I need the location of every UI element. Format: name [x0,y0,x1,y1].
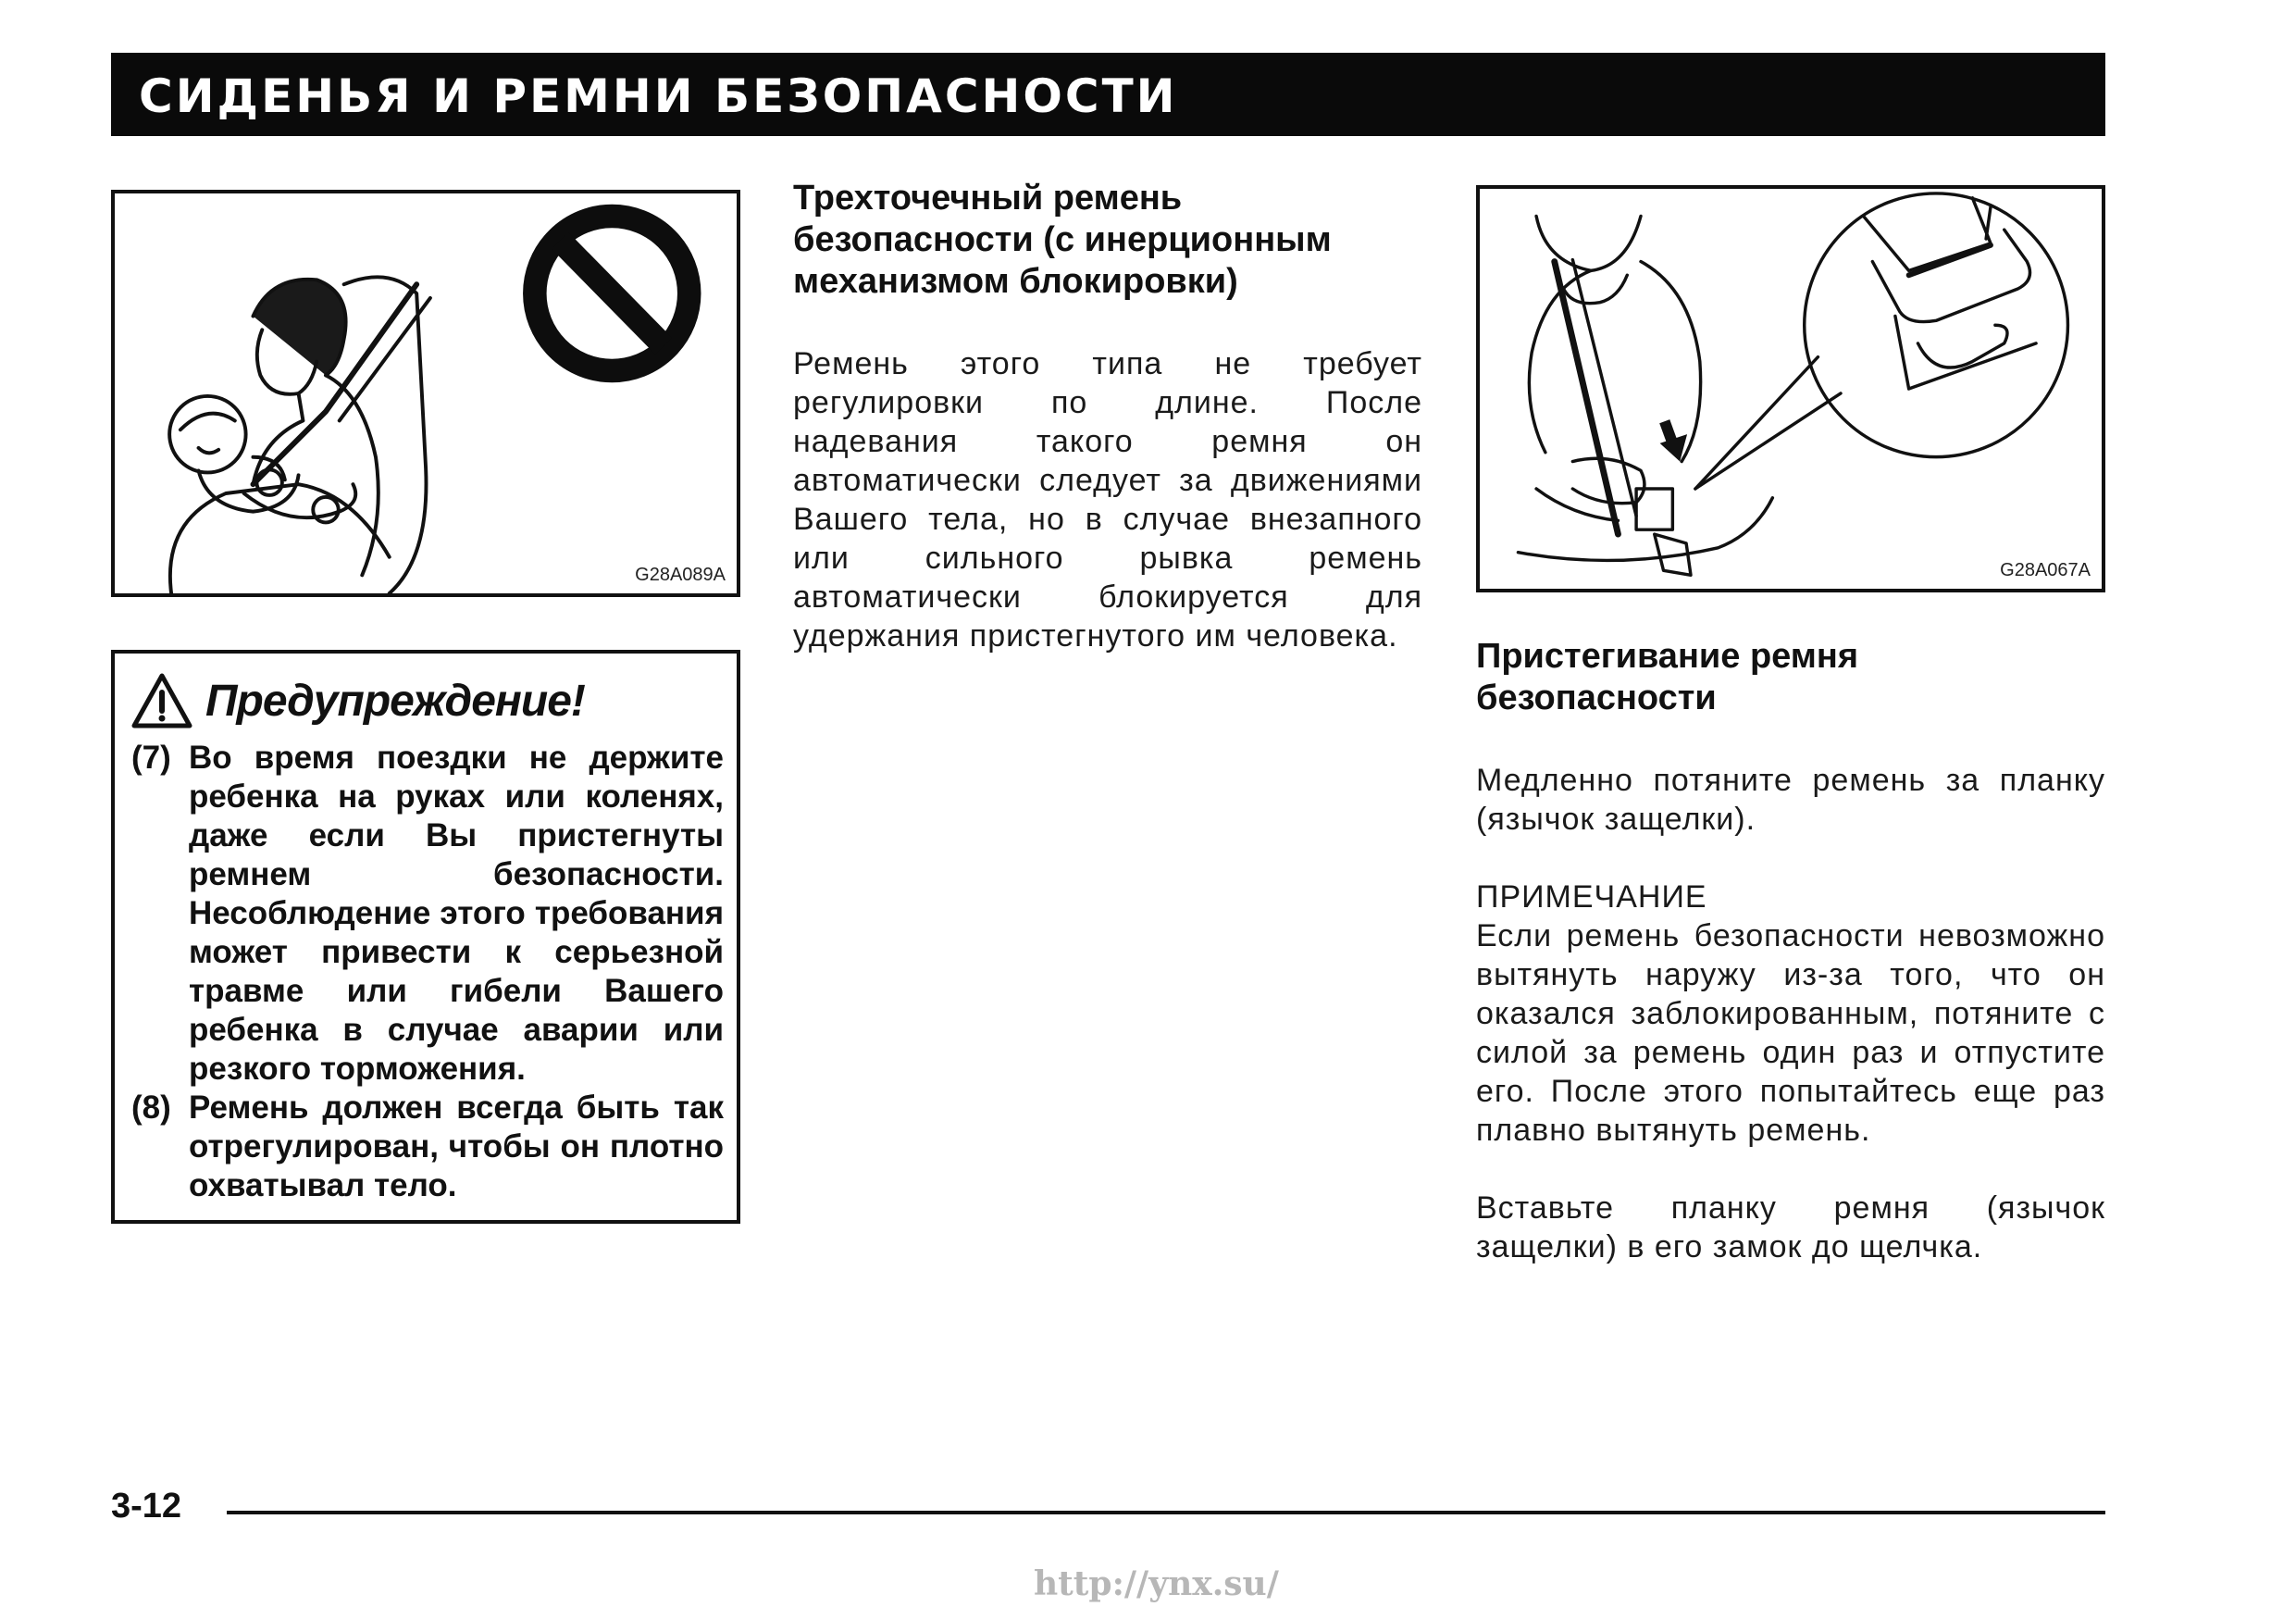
belt-fastening-heading: Пристегивание ремня безопасности [1476,637,1859,717]
illustration-belt-fastening [1476,185,2105,592]
down-arrow-icon [1659,419,1687,461]
warning-box [111,650,740,1224]
warning-item-7 [131,739,724,1089]
warning-title: Предупреждение! [205,676,585,726]
prohibition-icon [535,217,689,371]
warning-item-number: (7) [131,740,171,776]
three-point-belt-heading: Трехточечный ремень безопасности (с инерционным механизмом блокировки) [793,179,1332,301]
warning-item-text: Во время поездки не держите ребенка на руках или коленях, даже если Вы пристегнуты ремнем безопасности. Несоблюдение этого требования может привести к серьезной травме или гибели Вашего ребенка в случае аварии или резкого торможения. [189,740,724,1087]
three-point-belt-text: Ремень этого типа не требует регулировки по длине. После надевания такого ремня он автоматически следует за движениями Вашего тела, но в случае внезапного или сильного рывка ремень автоматически блокируется для удержания пристегнутого им человека. [793,346,1422,654]
page-number: 3-12 [111,1487,182,1526]
warning-heading [131,668,585,733]
watermark: http://ynx.su/ [1034,1564,1279,1603]
child-on-lap-drawing [115,193,737,593]
section-title: СИДЕНЬЯ И РЕМНИ БЕЗОПАСНОСТИ [139,69,1178,123]
warning-item-text: Ремень должен всегда быть так отрегулирован, чтобы он плотно охватывал тело. [189,1090,724,1203]
figure-code: G28A089A [635,565,726,585]
belt-fastening-drawing [1480,189,2102,589]
section-header-bar [111,53,2105,136]
footer-rule [227,1511,2105,1514]
note-label: ПРИМЕЧАНИЕ [1476,879,1707,915]
warning-item-number: (8) [131,1090,171,1126]
buckle-insert-text: Вставьте планку ремня (язычок защелки) в его замок до щелчка. [1476,1190,2105,1264]
figure-code: G28A067A [2000,560,2091,580]
belt-fastening-text: Медленно потяните ремень за планку (язычок защелки). [1476,763,2105,837]
illustration-child-on-lap [111,190,740,597]
warning-triangle-icon [131,672,192,729]
note-text: Если ремень безопасности невозможно вытянуть наружу из-за того, что он оказался заблокированным, потяните с силой за ремень один раз и отпустите его. После этого попытайтесь еще раз плавно вытянуть ремень. [1476,918,2105,1148]
warning-item-8 [131,1089,724,1205]
warning-list [131,739,724,1205]
